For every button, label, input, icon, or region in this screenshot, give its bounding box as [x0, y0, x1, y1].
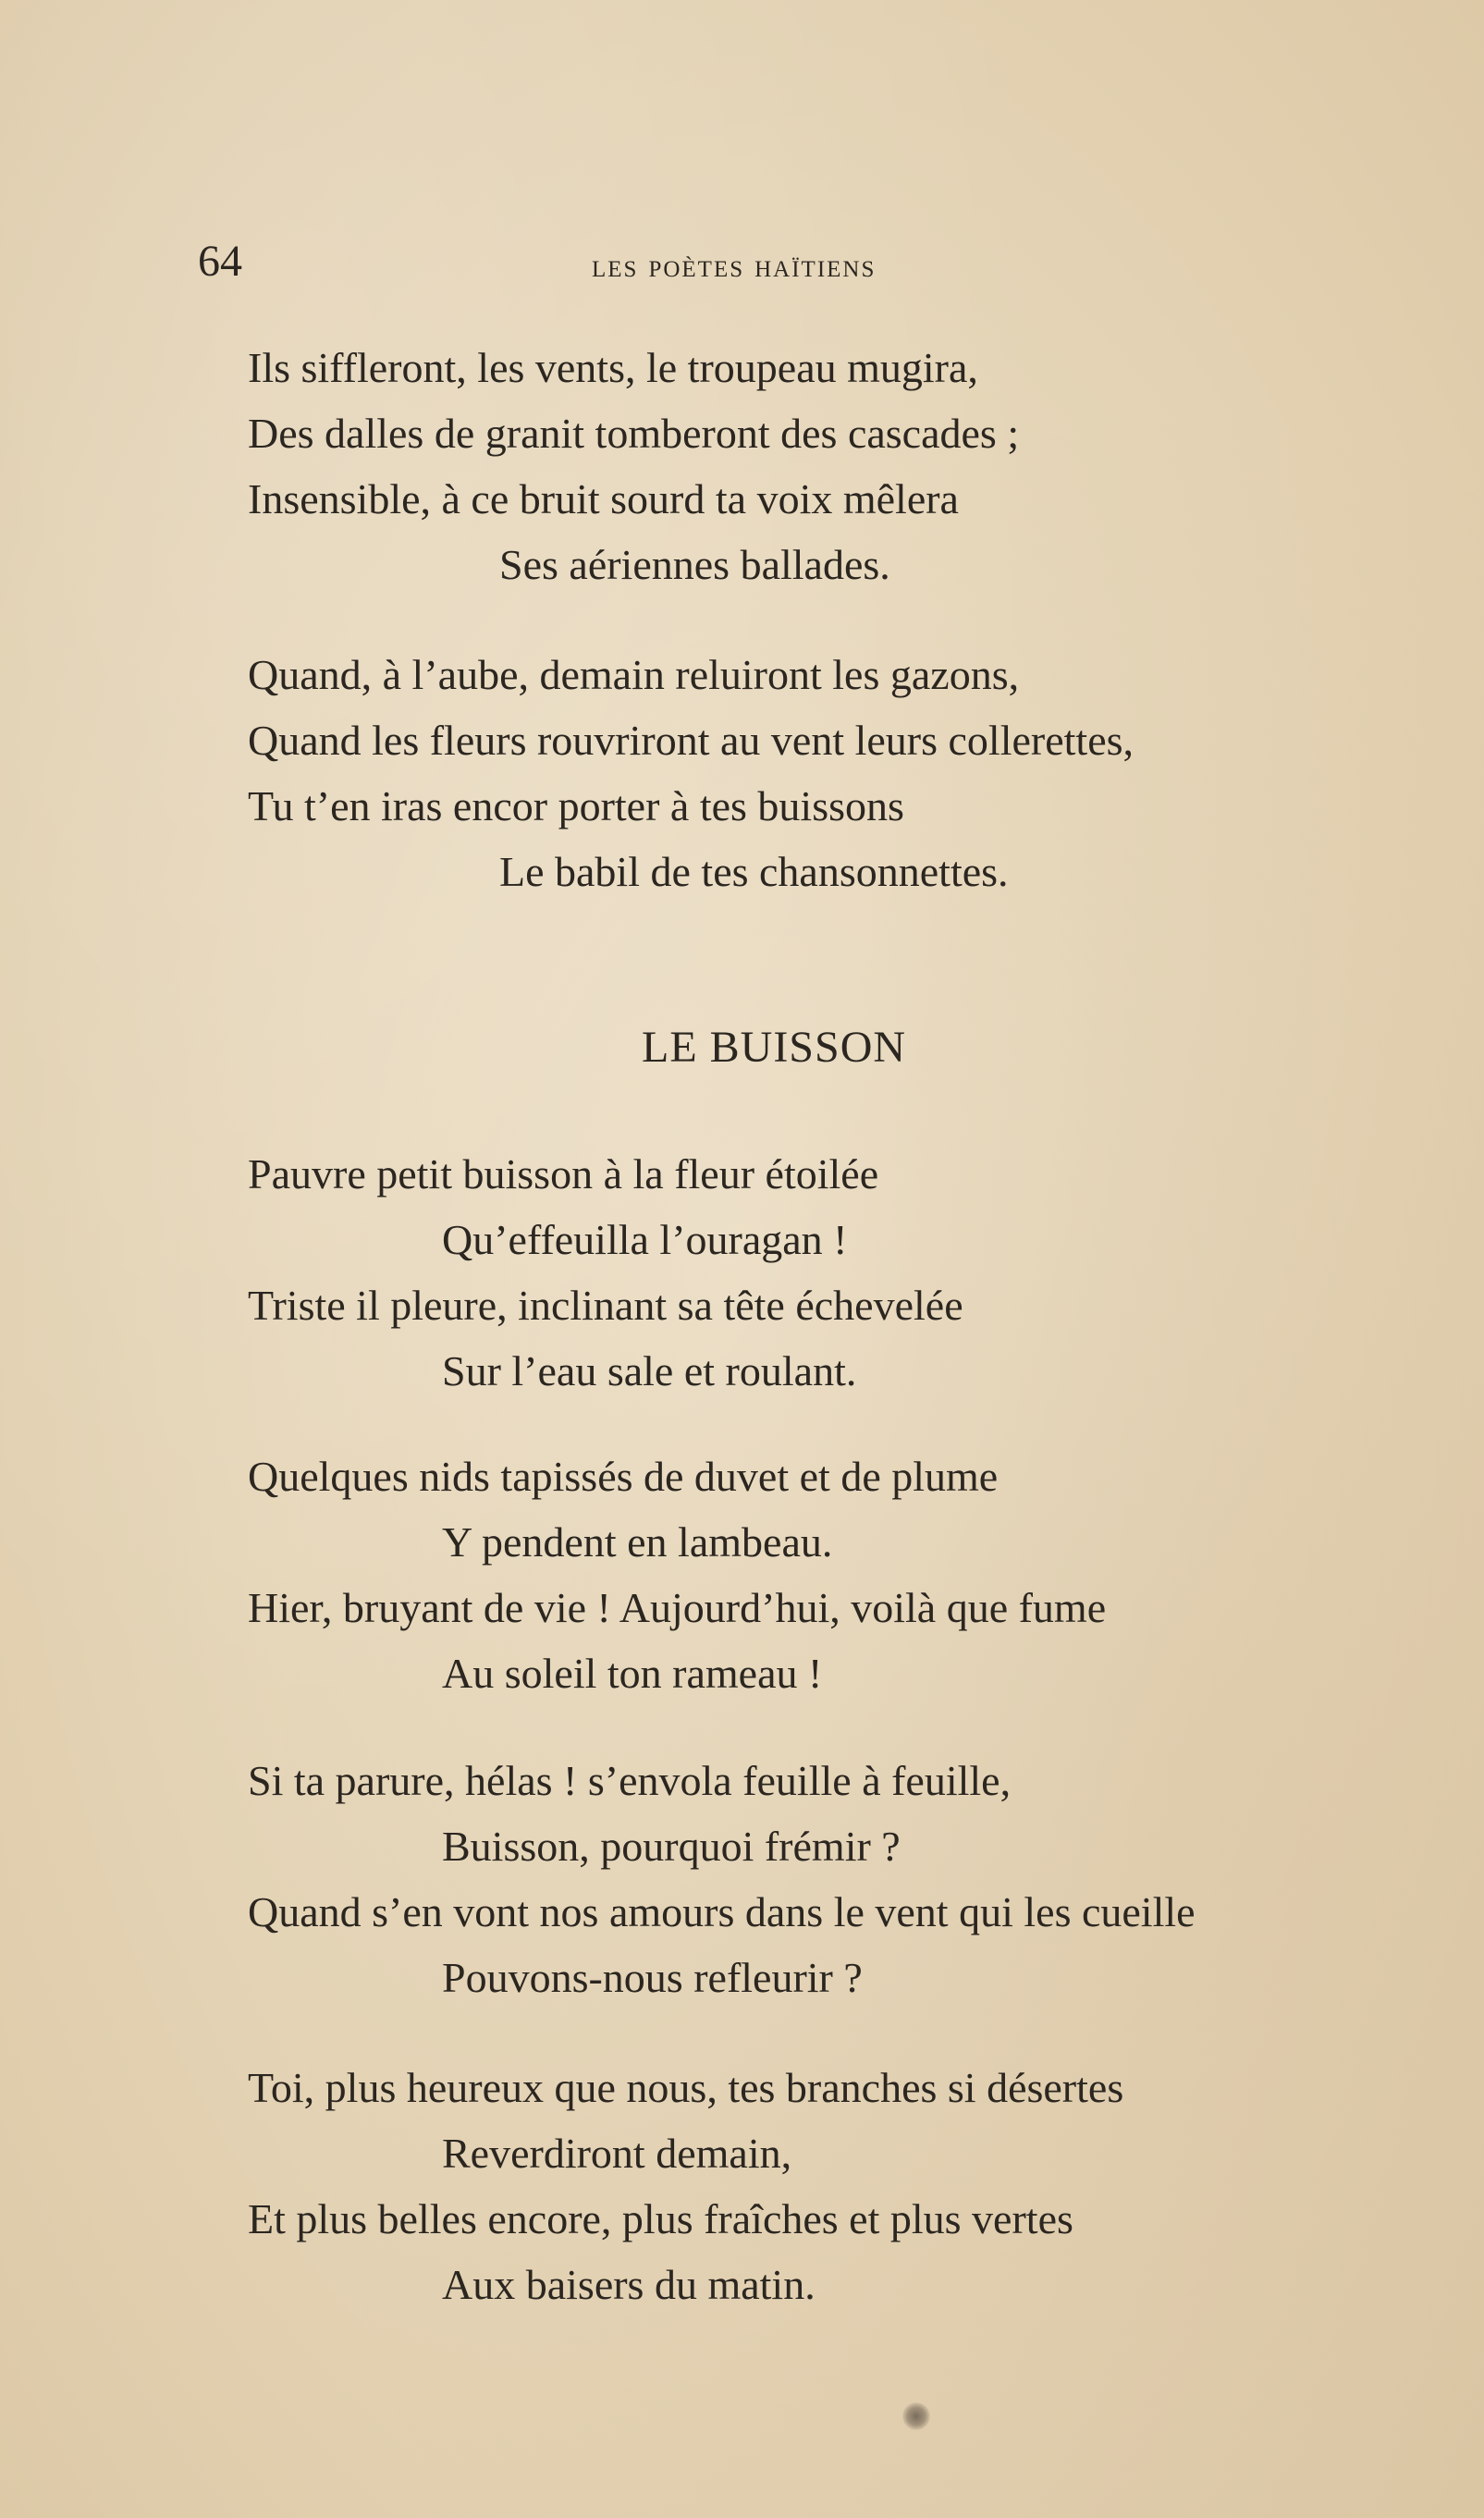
poem-line: Au soleil ton rameau ! — [442, 1650, 823, 1697]
poem-line: Reverdiront demain, — [442, 2130, 792, 2177]
page-ornament — [902, 2402, 930, 2430]
poem-line: Le babil de tes chansonnettes. — [499, 848, 1009, 895]
poem-line: Quand, à l’aube, demain reluiront les gazons, — [248, 651, 1020, 698]
poem-line: Ses aériennes ballades. — [499, 541, 890, 588]
poem-line: Buisson, pourquoi frémir ? — [442, 1823, 901, 1870]
page-number: 64 — [198, 237, 242, 286]
poem-line: Aux baisers du matin. — [442, 2261, 816, 2308]
poem-line: Ils siffleront, les vents, le troupeau mugira, — [248, 344, 978, 391]
poem-line: Si ta parure, hélas ! s’envola feuille à feuille, — [248, 1757, 1012, 1804]
poem-line: Tu t’en iras encor porter à tes buissons — [248, 782, 904, 829]
poem-line: Hier, bruyant de vie ! Aujourd’hui, voilà que fume — [248, 1584, 1107, 1631]
poem-line: Triste il pleure, inclinant sa tête échevelée — [248, 1282, 963, 1329]
poem-line: Quelques nids tapissés de duvet et de plume — [248, 1453, 999, 1500]
poem-line: Qu’effeuilla l’ouragan ! — [442, 1216, 848, 1263]
poem-line: Et plus belles encore, plus fraîches et plus vertes — [248, 2195, 1073, 2242]
poem-line: Quand s’en vont nos amours dans le vent qui les cueille — [248, 1888, 1196, 1935]
poem-line: Quand les fleurs rouvriront au vent leurs collerettes, — [248, 717, 1134, 764]
poem-line: Des dalles de granit tomberont des cascades ; — [248, 410, 1020, 457]
poem-line: Y pendent en lambeau. — [442, 1518, 833, 1566]
poem-line: Insensible, à ce bruit sourd ta voix mêlera — [248, 475, 959, 522]
poem-line: Toi, plus heureux que nous, tes branches si désertes — [248, 2064, 1124, 2111]
poem-line: Sur l’eau sale et roulant. — [442, 1347, 857, 1394]
poem-title: LE BUISSON — [642, 1023, 907, 1072]
running-head: les poètes haïtiens — [592, 247, 877, 284]
poem-line: Pouvons-nous refleurir ? — [442, 1954, 863, 2001]
poem-line: Pauvre petit buisson à la fleur étoilée — [248, 1150, 879, 1198]
